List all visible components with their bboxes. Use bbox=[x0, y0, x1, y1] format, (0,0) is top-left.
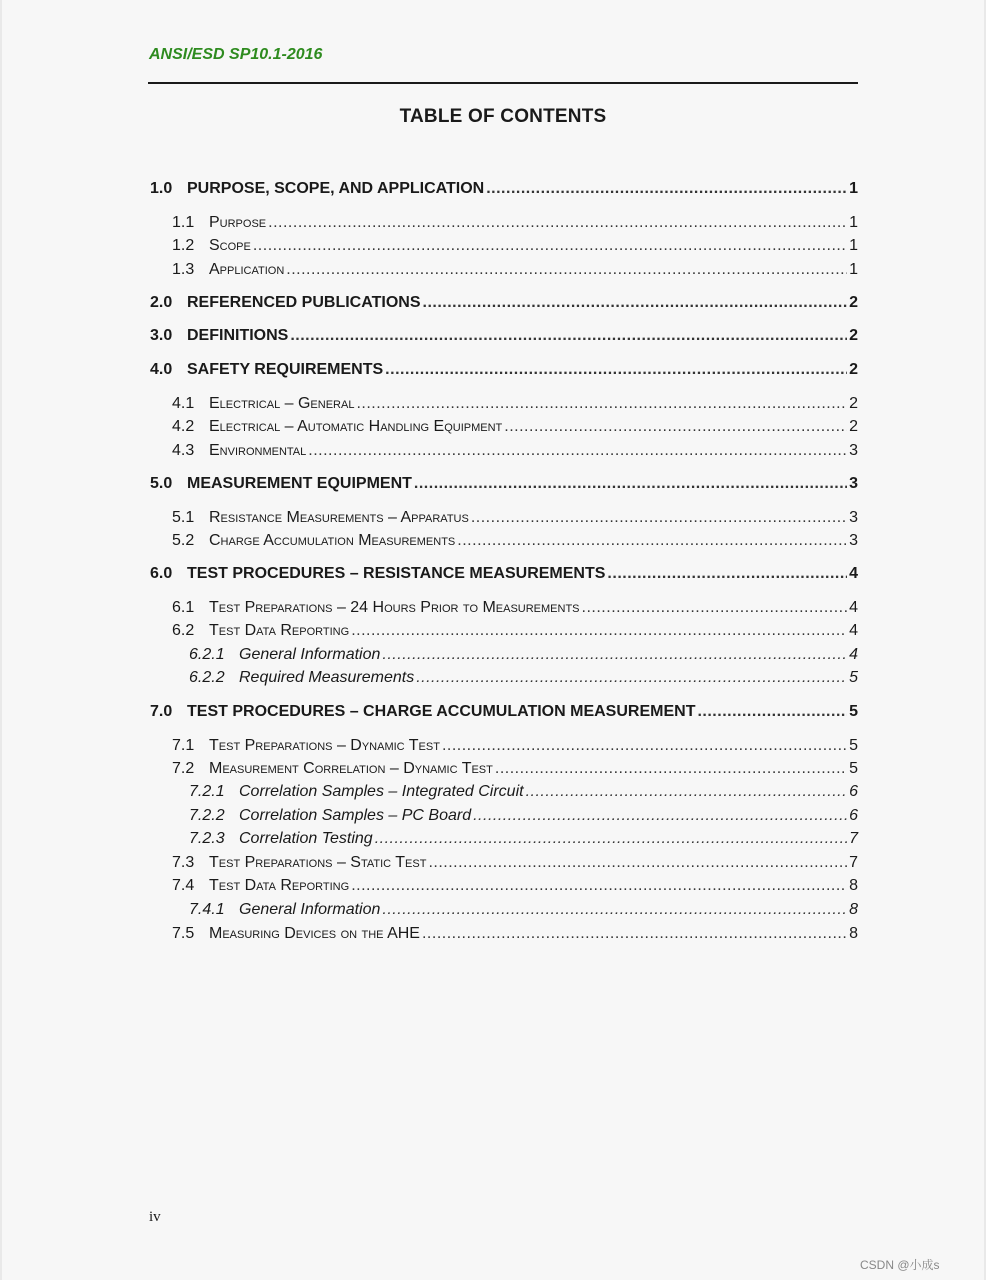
toc-entry-6.0[interactable] bbox=[150, 565, 858, 587]
toc-entry-label: Required Measurements bbox=[239, 669, 415, 686]
toc-entry-6.2[interactable] bbox=[172, 622, 858, 644]
toc-entry-number: 7.2 bbox=[172, 760, 195, 777]
toc-entry-page: 6 bbox=[849, 807, 858, 824]
toc-entry-label: Correlation Samples – PC Board bbox=[239, 807, 472, 824]
toc-entry-page: 5 bbox=[849, 669, 858, 686]
dot-leader bbox=[351, 877, 847, 895]
toc-entry-label: General Information bbox=[239, 901, 381, 918]
toc-entry-number: 7.2.3 bbox=[189, 830, 225, 847]
toc-entry-page: 3 bbox=[849, 509, 858, 526]
dot-leader bbox=[268, 214, 847, 232]
toc-entry-label: DEFINITIONS bbox=[187, 327, 289, 344]
toc-entry-4.1[interactable] bbox=[172, 395, 858, 417]
dot-leader bbox=[385, 361, 847, 379]
toc-entry-7.3[interactable] bbox=[172, 854, 858, 876]
toc-entry-number: 4.3 bbox=[172, 442, 195, 459]
toc-entry-page: 1 bbox=[849, 180, 858, 197]
toc-entry-number: 6.2.2 bbox=[189, 669, 225, 686]
toc-entry-label: Resistance Measurements – Apparatus bbox=[209, 509, 469, 526]
dot-leader bbox=[473, 807, 847, 825]
dot-leader bbox=[607, 565, 847, 583]
toc-entry-1.0[interactable] bbox=[150, 180, 858, 202]
toc-entry-page: 7 bbox=[849, 854, 858, 871]
toc-entry-label: Test Data Reporting bbox=[209, 877, 350, 894]
toc-entry-page: 2 bbox=[849, 294, 858, 311]
dot-leader bbox=[504, 418, 847, 436]
dot-leader bbox=[382, 646, 847, 664]
toc-entry-label: Electrical – General bbox=[209, 395, 355, 412]
toc-entry-page: 2 bbox=[849, 327, 858, 344]
toc-entry-7.0[interactable] bbox=[150, 703, 858, 725]
page-number: iv bbox=[149, 1209, 161, 1225]
header-rule bbox=[148, 82, 858, 84]
toc-entry-label: Environmental bbox=[209, 442, 307, 459]
toc-entry-number: 7.4 bbox=[172, 877, 195, 894]
toc-entry-label: Charge Accumulation Measurements bbox=[209, 532, 456, 549]
toc-entry-label: SAFETY REQUIREMENTS bbox=[187, 361, 384, 378]
toc-entry-number: 7.5 bbox=[172, 925, 195, 942]
toc-entry-3.0[interactable] bbox=[150, 327, 858, 349]
toc-entry-6.2.1[interactable] bbox=[189, 646, 858, 668]
toc-title: TABLE OF CONTENTS bbox=[399, 106, 607, 127]
toc-entry-page: 5 bbox=[849, 760, 858, 777]
toc-entry-2.0[interactable] bbox=[150, 294, 858, 316]
toc-entry-number: 4.2 bbox=[172, 418, 195, 435]
toc-entry-label: Measurement Correlation – Dynamic Test bbox=[209, 760, 493, 777]
toc-entry-6.1[interactable] bbox=[172, 599, 858, 621]
dot-leader bbox=[422, 925, 847, 943]
toc-entry-number: 6.1 bbox=[172, 599, 195, 616]
toc-entry-page: 5 bbox=[849, 703, 858, 720]
toc-entry-page: 2 bbox=[849, 361, 858, 378]
toc-entry-7.5[interactable] bbox=[172, 925, 858, 947]
toc-entry-page: 4 bbox=[849, 646, 858, 663]
toc-entry-page: 2 bbox=[849, 395, 858, 412]
toc-entry-number: 7.3 bbox=[172, 854, 195, 871]
dot-leader bbox=[414, 475, 847, 493]
watermark: CSDN @小成s bbox=[860, 1258, 940, 1272]
toc-entry-1.1[interactable] bbox=[172, 214, 858, 236]
toc-entry-page: 1 bbox=[849, 214, 858, 231]
toc-entry-number: 4.0 bbox=[150, 361, 173, 378]
toc-entry-label: Application bbox=[209, 261, 285, 278]
dot-leader bbox=[308, 442, 847, 460]
toc-entry-label: Test Data Reporting bbox=[209, 622, 350, 639]
toc-entry-page: 4 bbox=[849, 599, 858, 616]
toc-entry-label: Measuring Devices on the AHE bbox=[209, 925, 420, 942]
toc-entry-number: 5.0 bbox=[150, 475, 173, 492]
toc-entry-page: 3 bbox=[849, 532, 858, 549]
toc-entry-page: 2 bbox=[849, 418, 858, 435]
dot-leader bbox=[351, 622, 847, 640]
toc-entry-label: Purpose bbox=[209, 214, 267, 231]
toc-entry-page: 8 bbox=[849, 925, 858, 942]
toc-entry-1.2[interactable] bbox=[172, 237, 858, 259]
document-id: ANSI/ESD SP10.1-2016 bbox=[149, 46, 323, 63]
toc-entry-7.2.3[interactable] bbox=[189, 830, 858, 852]
toc-entry-number: 6.0 bbox=[150, 565, 173, 582]
dot-leader bbox=[526, 783, 848, 801]
toc-entry-page: 4 bbox=[849, 565, 858, 582]
toc-entry-number: 1.3 bbox=[172, 261, 195, 278]
dot-leader bbox=[697, 703, 847, 721]
toc-entry-page: 6 bbox=[849, 783, 858, 800]
toc-entry-label: Electrical – Automatic Handling Equipment bbox=[209, 418, 503, 435]
toc-entry-label: TEST PROCEDURES – RESISTANCE MEASUREMENTS bbox=[187, 565, 606, 582]
toc-entry-page: 5 bbox=[849, 737, 858, 754]
dot-leader bbox=[290, 327, 847, 345]
toc-entry-number: 1.2 bbox=[172, 237, 195, 254]
toc-entry-page: 3 bbox=[849, 442, 858, 459]
toc-entry-7.4[interactable] bbox=[172, 877, 858, 899]
toc-entry-page: 1 bbox=[849, 237, 858, 254]
toc-entry-label: Test Preparations – 24 Hours Prior to Measurements bbox=[209, 599, 580, 616]
toc-entry-label: Correlation Testing bbox=[239, 830, 373, 847]
dot-leader bbox=[286, 261, 847, 279]
dot-leader bbox=[486, 180, 847, 198]
toc-entry-number: 3.0 bbox=[150, 327, 173, 344]
toc-entry-number: 4.1 bbox=[172, 395, 195, 412]
toc-entry-4.2[interactable] bbox=[172, 418, 858, 440]
toc-entry-label: MEASUREMENT EQUIPMENT bbox=[187, 475, 412, 492]
toc-entry-number: 1.0 bbox=[150, 180, 173, 197]
toc-entry-5.1[interactable] bbox=[172, 509, 858, 531]
dot-leader bbox=[253, 237, 847, 255]
toc-entry-label: Correlation Samples – Integrated Circuit bbox=[239, 783, 524, 800]
toc-entry-number: 7.4.1 bbox=[189, 901, 225, 918]
toc-entry-7.4.1[interactable] bbox=[189, 901, 858, 923]
toc-entry-number: 7.0 bbox=[150, 703, 173, 720]
toc-entry-page: 4 bbox=[849, 622, 858, 639]
dot-leader bbox=[423, 294, 848, 312]
toc-entry-number: 7.2.2 bbox=[189, 807, 225, 824]
dot-leader bbox=[416, 669, 847, 687]
toc-entry-7.2.2[interactable] bbox=[189, 807, 858, 829]
dot-leader bbox=[582, 599, 848, 617]
toc-entry-number: 5.1 bbox=[172, 509, 195, 526]
toc-entry-number: 1.1 bbox=[172, 214, 195, 231]
dot-leader bbox=[356, 395, 847, 413]
toc-entry-number: 5.2 bbox=[172, 532, 195, 549]
toc-entry-label: REFERENCED PUBLICATIONS bbox=[187, 294, 421, 311]
toc-entry-page: 7 bbox=[849, 830, 858, 847]
toc-entry-5.0[interactable] bbox=[150, 475, 858, 497]
dot-leader bbox=[428, 854, 847, 872]
toc-entry-number: 6.2.1 bbox=[189, 646, 225, 663]
toc-entry-number: 7.1 bbox=[172, 737, 195, 754]
toc-entry-7.2.1[interactable] bbox=[189, 783, 858, 805]
toc-entry-number: 6.2 bbox=[172, 622, 195, 639]
toc-entry-label: Test Preparations – Static Test bbox=[209, 854, 427, 871]
toc-entry-4.3[interactable] bbox=[172, 442, 858, 464]
dot-leader bbox=[457, 532, 847, 550]
toc-entry-6.2.2[interactable] bbox=[189, 669, 858, 691]
toc-entry-5.2[interactable] bbox=[172, 532, 858, 554]
toc-entry-label: Test Preparations – Dynamic Test bbox=[209, 737, 440, 754]
dot-leader bbox=[471, 509, 847, 527]
toc-entry-label: Scope bbox=[209, 237, 251, 254]
toc-entry-number: 2.0 bbox=[150, 294, 173, 311]
toc-entry-7.1[interactable] bbox=[172, 737, 858, 759]
dot-leader bbox=[382, 901, 847, 919]
toc-entry-label: General Information bbox=[239, 646, 381, 663]
toc-entry-number: 7.2.1 bbox=[189, 783, 225, 800]
dot-leader bbox=[495, 760, 847, 778]
document-page bbox=[2, 0, 984, 1280]
dot-leader bbox=[375, 830, 847, 848]
toc-entry-page: 1 bbox=[849, 261, 858, 278]
toc-entry-4.0[interactable] bbox=[150, 361, 858, 383]
toc-entry-page: 8 bbox=[849, 901, 858, 918]
toc-entry-label: PURPOSE, SCOPE, AND APPLICATION bbox=[187, 180, 485, 197]
toc-entry-7.2[interactable] bbox=[172, 760, 858, 782]
dot-leader bbox=[442, 737, 847, 755]
toc-entry-label: TEST PROCEDURES – CHARGE ACCUMULATION MEASUREMENT bbox=[187, 703, 696, 720]
toc-entry-page: 8 bbox=[849, 877, 858, 894]
toc-entry-page: 3 bbox=[849, 475, 858, 492]
toc-entry-1.3[interactable] bbox=[172, 261, 858, 283]
